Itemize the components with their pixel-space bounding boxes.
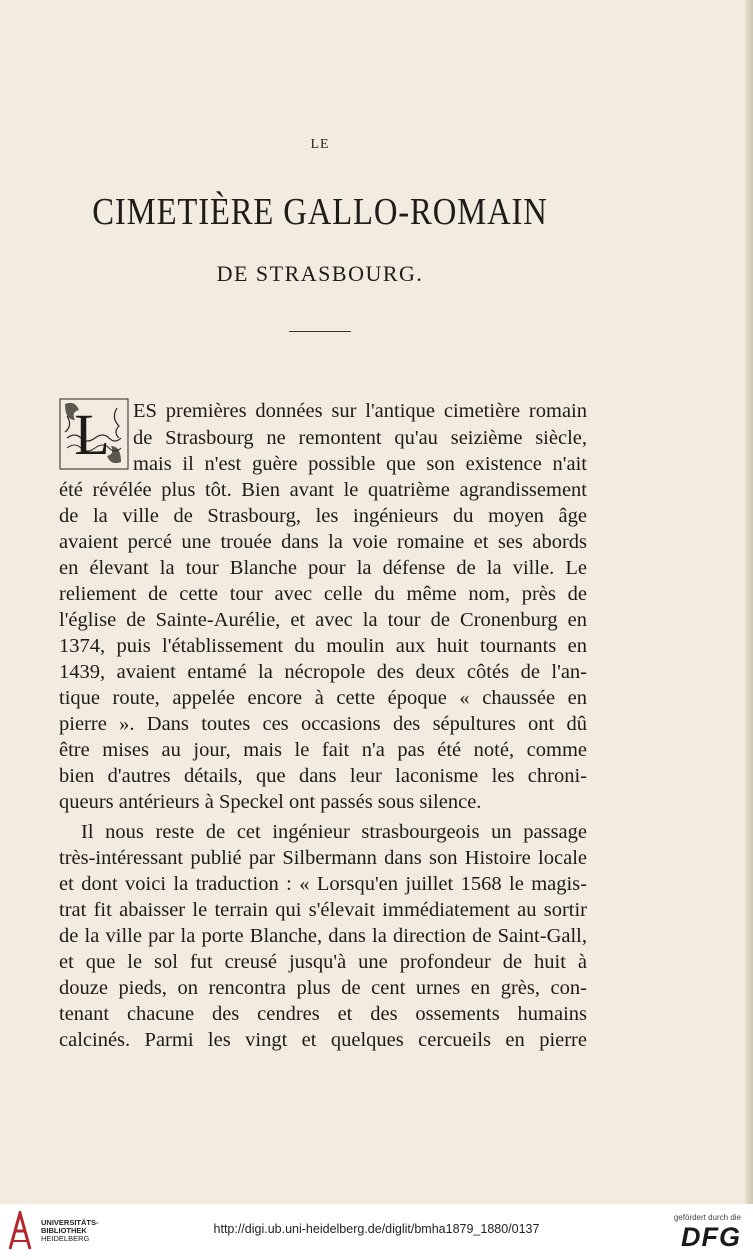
text-line: en élevant la tour Blanche pour la défense de la ville. Le [59, 557, 587, 579]
page-edge [745, 0, 753, 1204]
text-line: de la ville par la porte Blanche, dans la direction de Saint-Gall, [59, 925, 587, 947]
text-line: reliement de cette tour avec celle du même nom, près de [59, 583, 587, 605]
text-line: pierre ». Dans toutes ces occasions des sépultures ont dû [59, 713, 587, 735]
dfg-logo[interactable]: DFG [681, 1222, 741, 1252]
library-line-1: UNIVERSITÄTS- [41, 1218, 99, 1227]
text-line: avaient percé une trouée dans la voie romaine et ses abords [59, 531, 587, 553]
text-line: trat fit abaisser le terrain qui s'élevait immédiatement au sortir [59, 899, 587, 921]
text-line: 1439, avaient entamé la nécropole des deux côtés de l'an- [59, 661, 587, 683]
library-line-2: BIBLIOTHEK [41, 1226, 87, 1235]
text-line: être mises au jour, mais le fait n'a pas été noté, comme [59, 739, 587, 761]
initial-letter: L [74, 402, 110, 467]
text-line: tenant chacune des cendres et des ossements humains [59, 1003, 587, 1025]
text-line: et que le sol fut creusé jusqu'à une profondeur de huit à [59, 951, 587, 973]
text-line: l'église de Sainte-Aurélie, et avec la tour de Cronenburg en [59, 609, 587, 631]
text-line: 1374, puis l'établissement du moulin aux huit tournants en [59, 635, 587, 657]
text-line: mais il n'est guère possible que son existence n'ait [133, 453, 587, 475]
text-line: très-intéressant publié par Silbermann dans son Histoire locale [59, 847, 587, 869]
text-line: et dont voici la traduction : « Lorsqu'en juillet 1568 le magis- [59, 873, 587, 895]
text-line: bien d'autres détails, que dans leur laconisme les chroni- [59, 765, 587, 787]
heading-le: LE [310, 137, 330, 152]
library-line-3: HEIDELBERG [41, 1234, 90, 1243]
text-line: de Strasbourg ne remontent qu'au seizième siècle, [133, 427, 587, 449]
page-title: CIMETIÈRE GALLO-ROMAIN [92, 191, 548, 233]
text-line: queurs antérieurs à Speckel ont passés sous silence. [59, 791, 482, 813]
page-subtitle: DE STRASBOURG. [216, 261, 424, 286]
sponsor-note: gefördert durch die [673, 1213, 741, 1222]
source-url-link[interactable]: http://digi.ub.uni-heidelberg.de/diglit/bmha1879_1880/0137 [213, 1222, 540, 1236]
text-line: Il nous reste de cet ingénieur strasbourgeois un passage [81, 821, 587, 843]
text-line: douze pieds, on rencontra plus de cent urnes en grès, con- [59, 977, 587, 999]
text-line: été révélée plus tôt. Bien avant le quatrième agrandissement [59, 479, 587, 501]
text-line: de la ville de Strasbourg, les ingénieurs du moyen âge [59, 505, 587, 527]
ornamental-initial-l [59, 398, 129, 470]
title-rule [289, 331, 351, 332]
text-line: ES premières données sur l'antique cimetière romain [133, 400, 587, 422]
text-line: tique route, appelée encore à cette époque « chaussée en [59, 687, 587, 709]
text-line: calcinés. Parmi les vingt et quelques cercueils en pierre [59, 1029, 587, 1051]
